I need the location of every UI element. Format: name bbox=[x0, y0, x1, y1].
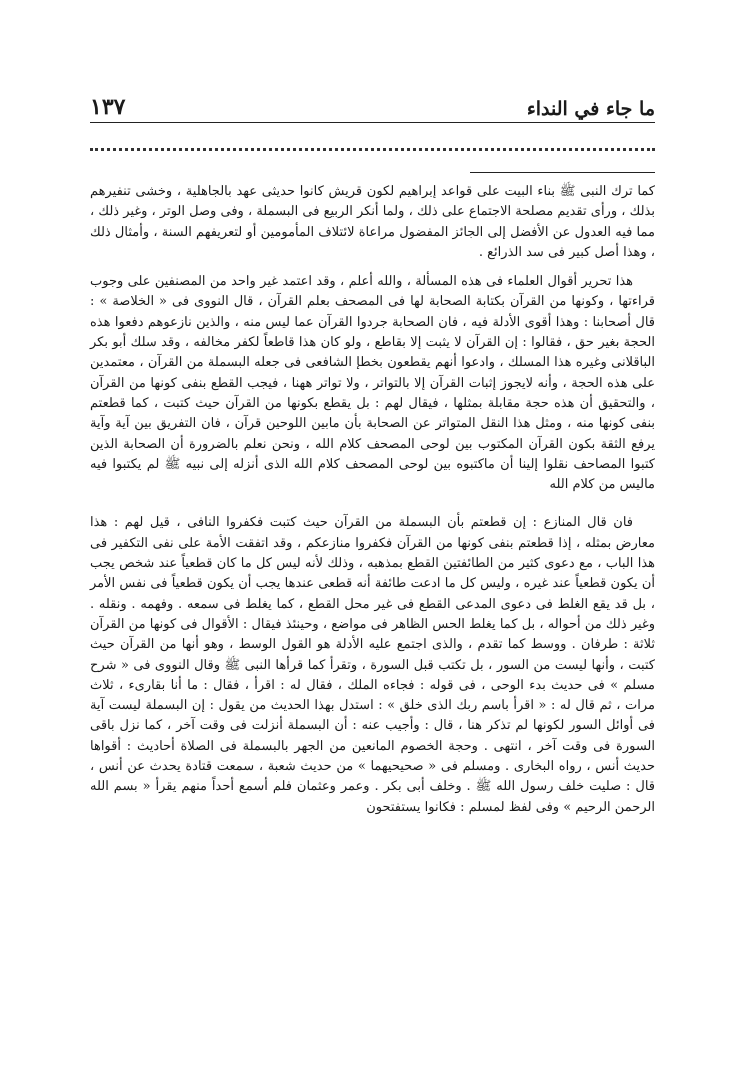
page-number: ١٣٧ bbox=[90, 94, 126, 120]
body-text bbox=[90, 182, 655, 827]
dotted-separator bbox=[90, 148, 655, 151]
paragraph-1: كما ترك النبى ﷺ بناء البيت على قواعد إبراهيم لكون قريش كانوا حديثى عهد بالجاهلية ، وخشى تنفيرهم بذلك ، ورأى تقديم مصلحة الاجتماع على ذلك ، ولما أنكر الربيع فى البسملة ، وفى وصل الوتر ، وغير ذلك ، مما فيه العدول عن الأفضل إلى الجائز المفضول مراعاة لائتلاف المأمومين أو لتعريفهم السنة ، وأمثال ذلك ، وهذا أصل كبير فى سد الذرائع . bbox=[90, 184, 655, 260]
header-rule bbox=[90, 122, 655, 123]
running-title: ما جاء في النداء bbox=[526, 98, 655, 120]
page-header bbox=[90, 86, 655, 120]
paragraph-2: هذا تحرير أقوال العلماء فى هذه المسألة ، والله أعلم ، وقد اعتمد غير واحد من المصنفين على وجوب قراءتها ، وكونها من القرآن بكتابة الصحابة لها فى المصحف بعلم القرآن ، قال النووى فى « الخلاصة » : قال أصحابنا : وهذا أقوى الأدلة فيه ، فان الصحابة جردوا القرآن عما ليس منه ، والذين نازعوهم دفعوا هذه الحجة بغير حق ، فقالوا : إن القرآن لا يثبت إلا بقاطع ، ولو كان هذا قاطعاً لكفر مخالفه ، وقد سلك أبو بكر الباقلانى وغيره هذا المسلك ، وادعوا أنهم يقطعون بخطإ الشافعى فى جعله البسملة من القرآن ، معتمدين على هذه الحجة ، وأنه لايجوز إثبات القرآن إلا بالتواتر ، ولا تواتر ههنا ، فيجب القطع بنفى كونها من القرآن ، والتحقيق أن هذه حجة مقابلة بمثلها ، فيقال لهم : بل يقطع بكونها من القرآن حيث كتبت ، كما قطعتم بنفى كونها منه ، ومثل هذا النقل المتواتر عن الصحابة بأن مابين اللوحين قرآن ، فان التفريق بين آية وآية يرفع الثقة بكون القرآن المكتوب بين لوحى المصحف كلام الله ، ونحن نعلم بالضرورة أن الصحابة الذين كتبوا المصاحف نقلوا إلينا أن ماكتبوه بين لوحى المصحف كلام الله الذى أنزله إلى نبيه ﷺ لم يكتبوا فيه ماليس من كلام الله bbox=[90, 274, 655, 493]
footnote-rule bbox=[470, 172, 655, 173]
paragraph-3: فان قال المنازع : إن قطعتم بأن البسملة من القرآن حيث كتبت فكفروا النافى ، قيل لهم : هذا معارض بمثله ، إذا قطعتم بنفى كونها من القرآن فكفروا منازعكم ، وقد اتفقت الأمة على نفى التكفير فى هذا الباب ، مع دعوى كثير من الطائفتين القطع بمذهبه ، وذلك لأنه ليس كل ما كان قطعياً عند شخص يجب أن يكون قطعياً عند غيره ، وليس كل ما ادعت طائفة أنه قطعى عندها يجب أن يكون قطعياً فى نفس الأمر ، بل قد يقع الغلط فى دعوى المدعى القطع فى غير محل القطع ، كما يغلط فى سمعه . وفهمه . ونقله . وغير ذلك من أحواله ، بل كما يغلط الحس الظاهر فى مواضع ، وحينئذ فيقال : الأقوال فى كونها من القرآن ثلاثة : طرفان . ووسط كما تقدم ، والذى اجتمع عليه الأدلة هو القول الوسط ، وهو أنها من القرآن حيث كتبت ، وأنها ليست من السور ، بل تكتب قبل السورة ، وتقرأ كما قرأها النبى ﷺ وقال النووى فى « شرح مسلم » فى حديث بدء الوحى ، فى قوله : فجاءه الملك ، فقال له : اقرأ ، فقال : ما أنا بقارىء ، ثلاث مرات ، ثم قال له : « اقرأ باسم ربك الذى خلق » : استدل بهذا الحديث من يقول : إن البسملة ليست آية فى أوائل السور لكونها لم تذكر هنا ، قال : وأجيب عنه : أن البسملة أنزلت فى وقت آخر ، كما نزل باقى السورة فى وقت آخر ، انتهى . وحجة الخصوم المانعين من الجهر بالبسملة فى الصلاة أحاديث : أقواها حديث أنس ، رواه البخارى . ومسلم فى « صحيحيهما » من حديث شعبة ، سمعت قتادة يحدث عن أنس ، قال : صليت خلف رسول الله ﷺ . وخلف أبى بكر . وعمر وعثمان فلم أسمع أحداً منهم يقرأ « بسم الله الرحمن الرحيم » وفى لفظ لمسلم : فكانوا يستفتحون bbox=[90, 515, 655, 815]
